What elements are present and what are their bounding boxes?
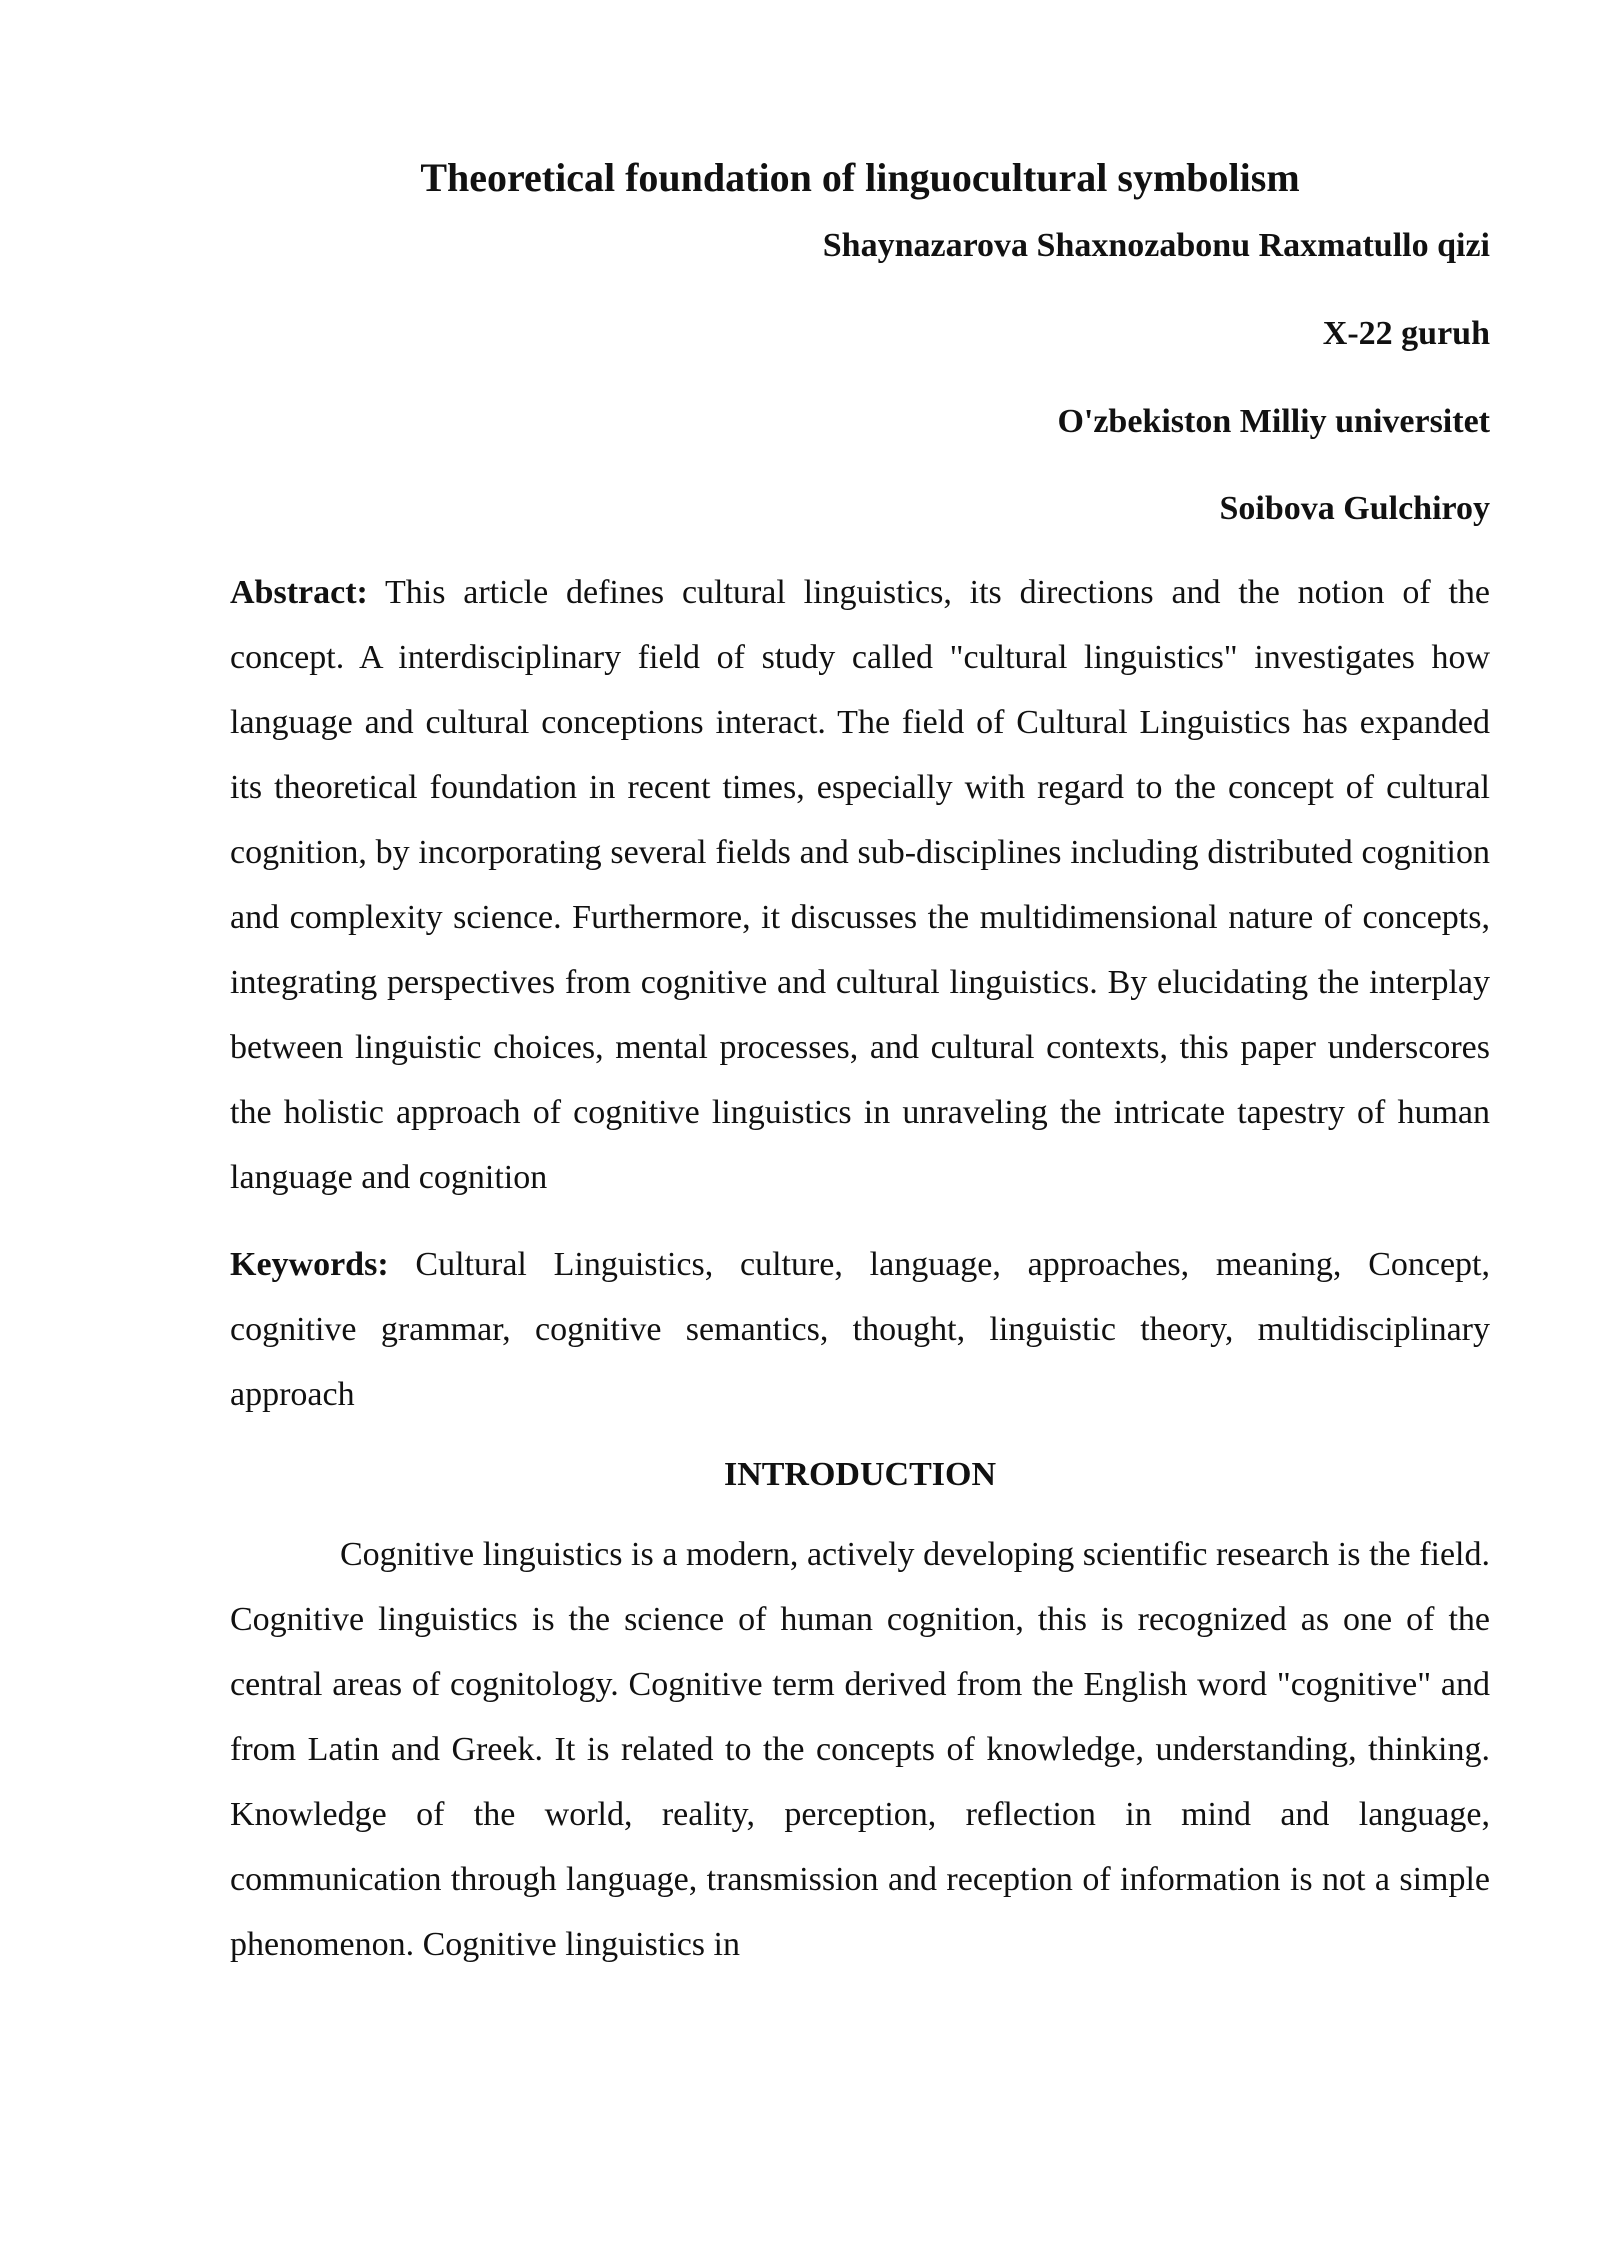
keywords-label: Keywords: <box>230 1246 389 1284</box>
author-university: O'zbekiston Milliy universitet <box>1057 402 1490 440</box>
author-group: X-22 guruh <box>1322 314 1490 352</box>
author-name: Shaynazarova Shaxnozabonu Raxmatullo qizi <box>822 227 1490 264</box>
document-page <box>230 140 1490 1977</box>
paper-title: Theoretical foundation of linguocultural symbolism <box>420 155 1300 200</box>
keywords-paragraph <box>230 1232 1490 1427</box>
keywords-text: Cultural Linguistics, culture, language, approaches, meaning, Concept, cognitive grammar, cognitive semantics, thought, linguistic theory, multidisciplinary approach <box>230 1246 1490 1414</box>
supervisor-name: Soibova Gulchiroy <box>1219 490 1490 528</box>
introduction-heading: INTRODUCTION <box>723 1456 997 1494</box>
abstract-label: Abstract: <box>230 574 368 612</box>
abstract-text: This article defines cultural linguistics, its directions and the notion of the concept. A interdisciplinary field of study called "cultural linguistics" investigates how language and cultural conceptions interact. The field of Cultural Linguistics has expanded its theoretical foundation in recent times, especially with regard to the concept of cultural cognition, by incorporating several fields and sub-disciplines including distributed cognition and complexity science. Furthermore, it discusses the multidimensional nature of concepts, integrating perspectives from cognitive and cultural linguistics. By elucidating the interplay between linguistic choices, mental processes, and cultural contexts, this paper underscores the holistic approach of cognitive linguistics in unraveling the intricate tapestry of human language and cognition <box>230 574 1490 1197</box>
abstract-paragraph <box>230 560 1490 1210</box>
introduction-paragraph: Cognitive linguistics is a modern, actively developing scientific research is the field. Cognitive linguistics is the science of human cognition, this is recognized as one of the central areas of cognitology. Cognitive term derived from the English word "cognitive" and from Latin and Greek. It is related to the concepts of knowledge, understanding, thinking. Knowledge of the world, reality, perception, reflection in mind and language, communication through language, transmission and reception of information is not a simple phenomenon. Cognitive linguistics in <box>230 1535 1490 1963</box>
